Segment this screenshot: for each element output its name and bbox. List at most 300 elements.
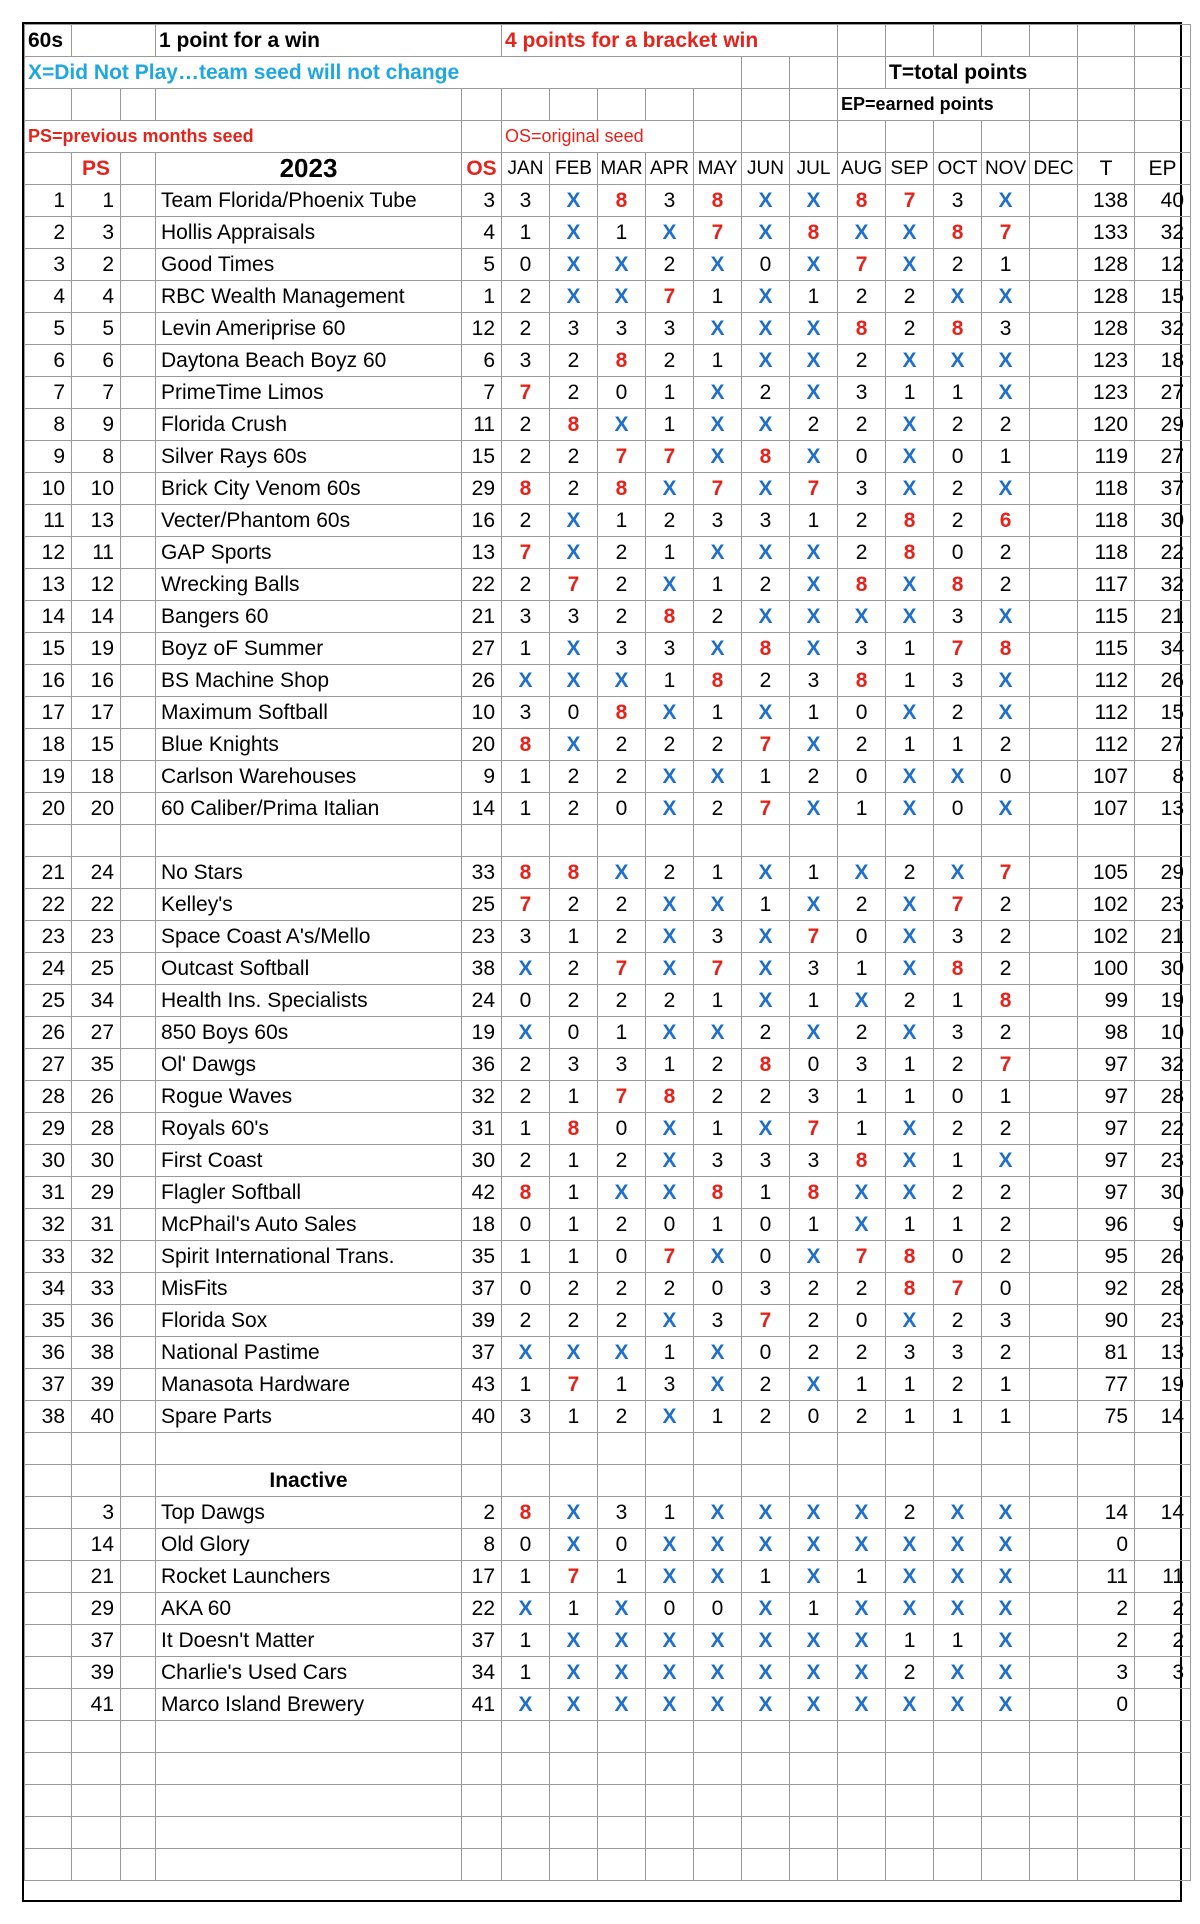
month-score-oct: 8 <box>934 953 982 985</box>
month-score-mar: 1 <box>598 1017 646 1049</box>
blank-cell <box>121 1593 156 1625</box>
blank-cell <box>982 121 1030 153</box>
month-score-dec <box>1030 1337 1078 1369</box>
rank-cell: 29 <box>25 1113 72 1145</box>
month-score-aug: 2 <box>838 729 886 761</box>
earned-points-cell: 21 <box>1135 601 1191 633</box>
original-seed-cell: 36 <box>462 1049 502 1081</box>
blank-cell <box>121 1273 156 1305</box>
blank-cell <box>121 1785 156 1817</box>
earned-points-cell: 18 <box>1135 345 1191 377</box>
month-score-jan: 2 <box>502 505 550 537</box>
blank-cell <box>646 89 694 121</box>
original-seed-cell: 3 <box>462 185 502 217</box>
team-name-cell: Vecter/Phantom 60s <box>156 505 462 537</box>
original-seed-cell: 12 <box>462 313 502 345</box>
total-points-legend: T=total points <box>886 57 1078 89</box>
blank-cell <box>1030 1817 1078 1849</box>
month-score-jan: 3 <box>502 697 550 729</box>
month-score-jul: X <box>790 1625 838 1657</box>
previous-seed-cell: 39 <box>72 1369 121 1401</box>
total-points-cell: 3 <box>1078 1657 1135 1689</box>
month-score-feb: X <box>550 249 598 281</box>
total-points-cell: 128 <box>1078 313 1135 345</box>
month-score-jan: 1 <box>502 793 550 825</box>
month-score-sep: X <box>886 569 934 601</box>
blank-cell <box>72 1849 121 1881</box>
month-score-jul: X <box>790 1497 838 1529</box>
original-seed-cell: 37 <box>462 1625 502 1657</box>
month-score-jan: 0 <box>502 1273 550 1305</box>
month-header-dec: DEC <box>1030 153 1078 185</box>
team-row <box>25 505 1191 537</box>
month-score-sep: X <box>886 1145 934 1177</box>
previous-seed-cell: 12 <box>72 569 121 601</box>
original-seed-cell: 19 <box>462 1017 502 1049</box>
blank-cell <box>982 1817 1030 1849</box>
earned-points-cell: 12 <box>1135 249 1191 281</box>
month-score-feb: 8 <box>550 857 598 889</box>
blank-cell <box>598 1753 646 1785</box>
month-score-mar: X <box>598 1625 646 1657</box>
blank-cell <box>25 1465 72 1497</box>
blank-cell <box>121 281 156 313</box>
original-seed-cell: 11 <box>462 409 502 441</box>
blank-cell <box>598 1817 646 1849</box>
blank-cell <box>1030 121 1078 153</box>
month-score-feb: 2 <box>550 345 598 377</box>
month-score-jul: X <box>790 1241 838 1273</box>
month-score-apr: X <box>646 473 694 505</box>
month-score-aug: 2 <box>838 889 886 921</box>
previous-seed-cell: 27 <box>72 1017 121 1049</box>
month-score-mar: X <box>598 857 646 889</box>
month-score-feb: 1 <box>550 1593 598 1625</box>
month-score-apr: 2 <box>646 345 694 377</box>
month-score-nov: 2 <box>982 1113 1030 1145</box>
month-score-jul: 8 <box>790 217 838 249</box>
month-score-may: X <box>694 1241 742 1273</box>
month-score-nov: 7 <box>982 1049 1030 1081</box>
month-score-jul: 1 <box>790 985 838 1017</box>
month-score-sep: 1 <box>886 1401 934 1433</box>
month-score-aug: 3 <box>838 633 886 665</box>
original-seed-cell: 38 <box>462 953 502 985</box>
month-score-nov: X <box>982 185 1030 217</box>
month-score-aug: 0 <box>838 1305 886 1337</box>
previous-seed-cell: 26 <box>72 1081 121 1113</box>
team-row <box>25 1049 1191 1081</box>
team-name-cell: Daytona Beach Boyz 60 <box>156 345 462 377</box>
previous-seed-cell: 33 <box>72 1273 121 1305</box>
earned-points-cell: 26 <box>1135 1241 1191 1273</box>
team-name-cell: Charlie's Used Cars <box>156 1657 462 1689</box>
blank-cell <box>72 1785 121 1817</box>
month-score-mar: X <box>598 281 646 313</box>
month-score-jul: 8 <box>790 1177 838 1209</box>
blank-cell <box>72 89 121 121</box>
month-score-aug: 2 <box>838 281 886 313</box>
month-score-may: 2 <box>694 601 742 633</box>
month-score-oct: 3 <box>934 185 982 217</box>
team-row <box>25 1145 1191 1177</box>
month-score-dec <box>1030 1273 1078 1305</box>
month-score-oct: 1 <box>934 729 982 761</box>
ps-column-header: PS <box>72 153 121 185</box>
original-seed-cell: 1 <box>462 281 502 313</box>
month-score-nov: X <box>982 601 1030 633</box>
blank-cell <box>550 1465 598 1497</box>
month-score-oct: 0 <box>934 1241 982 1273</box>
month-score-feb: 2 <box>550 1305 598 1337</box>
team-name-cell: Outcast Softball <box>156 953 462 985</box>
blank-cell <box>1135 1817 1191 1849</box>
team-name-cell: Levin Ameriprise 60 <box>156 313 462 345</box>
month-score-jun: 2 <box>742 569 790 601</box>
month-score-oct: 7 <box>934 633 982 665</box>
month-score-apr: 1 <box>646 1049 694 1081</box>
total-points-cell: 11 <box>1078 1561 1135 1593</box>
month-score-jul: 2 <box>790 761 838 793</box>
total-points-cell: 97 <box>1078 1081 1135 1113</box>
month-score-mar: X <box>598 409 646 441</box>
month-score-oct: X <box>934 761 982 793</box>
month-score-jan: 2 <box>502 1049 550 1081</box>
ep-column-header: EP <box>1135 153 1191 185</box>
month-score-feb: 2 <box>550 377 598 409</box>
month-score-apr: 2 <box>646 505 694 537</box>
month-score-feb: X <box>550 1657 598 1689</box>
month-score-may: 3 <box>694 921 742 953</box>
earned-points-cell: 32 <box>1135 313 1191 345</box>
month-score-may: 3 <box>694 505 742 537</box>
month-score-feb: X <box>550 505 598 537</box>
month-score-dec <box>1030 729 1078 761</box>
blank-cell <box>121 1145 156 1177</box>
month-score-may: X <box>694 633 742 665</box>
blank-cell <box>121 1017 156 1049</box>
rank-cell: 5 <box>25 313 72 345</box>
rank-cell: 10 <box>25 473 72 505</box>
month-score-mar: X <box>598 1337 646 1369</box>
month-score-sep: X <box>886 441 934 473</box>
blank-row <box>25 1753 1191 1785</box>
month-score-sep: X <box>886 1017 934 1049</box>
month-score-jan: 3 <box>502 601 550 633</box>
blank-cell <box>121 633 156 665</box>
blank-cell <box>694 1465 742 1497</box>
month-score-oct: 3 <box>934 921 982 953</box>
team-row <box>25 633 1191 665</box>
month-score-feb: 3 <box>550 313 598 345</box>
month-score-jun: X <box>742 185 790 217</box>
month-score-jan: 2 <box>502 441 550 473</box>
blank-cell <box>462 121 502 153</box>
month-score-apr: X <box>646 1625 694 1657</box>
month-score-oct: X <box>934 1657 982 1689</box>
blank-cell <box>694 89 742 121</box>
team-name-cell: PrimeTime Limos <box>156 377 462 409</box>
previous-seed-cell: 36 <box>72 1305 121 1337</box>
month-score-oct: 2 <box>934 1177 982 1209</box>
month-score-aug: X <box>838 985 886 1017</box>
month-score-may: X <box>694 441 742 473</box>
month-score-dec <box>1030 665 1078 697</box>
month-score-oct: 0 <box>934 441 982 473</box>
month-score-nov: 2 <box>982 953 1030 985</box>
total-points-cell: 107 <box>1078 761 1135 793</box>
previous-seed-cell: 14 <box>72 1529 121 1561</box>
blank-cell <box>838 1785 886 1817</box>
month-score-dec <box>1030 953 1078 985</box>
month-score-oct: 3 <box>934 601 982 633</box>
blank-cell <box>121 473 156 505</box>
month-score-oct: 2 <box>934 249 982 281</box>
rank-cell: 21 <box>25 857 72 889</box>
original-seed-cell: 4 <box>462 217 502 249</box>
month-score-oct: 3 <box>934 1017 982 1049</box>
month-score-feb: 2 <box>550 473 598 505</box>
month-score-aug: X <box>838 1529 886 1561</box>
team-name-cell: Spare Parts <box>156 1401 462 1433</box>
team-row <box>25 1401 1191 1433</box>
month-score-mar: 1 <box>598 505 646 537</box>
previous-seed-cell: 30 <box>72 1145 121 1177</box>
month-score-nov: 3 <box>982 313 1030 345</box>
team-row <box>25 857 1191 889</box>
month-score-may: X <box>694 1497 742 1529</box>
blank-cell <box>790 1465 838 1497</box>
blank-cell <box>646 1849 694 1881</box>
blank-cell <box>1135 1433 1191 1465</box>
month-score-aug: 8 <box>838 665 886 697</box>
month-score-mar: 1 <box>598 1369 646 1401</box>
month-score-jul: 1 <box>790 1593 838 1625</box>
team-row <box>25 377 1191 409</box>
month-score-sep: X <box>886 473 934 505</box>
month-score-apr: 2 <box>646 857 694 889</box>
previous-seed-cell: 3 <box>72 217 121 249</box>
blank-cell <box>838 1753 886 1785</box>
blank-cell <box>121 1689 156 1721</box>
blank-cell <box>1030 25 1078 57</box>
t-column-header: T <box>1078 153 1135 185</box>
previous-seed-cell: 35 <box>72 1049 121 1081</box>
month-score-mar: 8 <box>598 185 646 217</box>
month-score-oct: 1 <box>934 1625 982 1657</box>
total-points-cell: 98 <box>1078 1017 1135 1049</box>
month-score-dec <box>1030 1305 1078 1337</box>
month-score-jul: 3 <box>790 953 838 985</box>
month-score-mar: X <box>598 1177 646 1209</box>
earned-points-cell: 9 <box>1135 1209 1191 1241</box>
month-score-may: 0 <box>694 1593 742 1625</box>
blank-row <box>25 1721 1191 1753</box>
rank-cell: 33 <box>25 1241 72 1273</box>
month-score-jun: 1 <box>742 1177 790 1209</box>
total-points-cell: 107 <box>1078 793 1135 825</box>
blank-cell <box>790 825 838 857</box>
month-score-sep: 1 <box>886 633 934 665</box>
month-score-feb: 1 <box>550 921 598 953</box>
rank-cell: 19 <box>25 761 72 793</box>
month-score-jan: 2 <box>502 1145 550 1177</box>
blank-cell <box>886 1721 934 1753</box>
blank-cell <box>121 1849 156 1881</box>
month-score-nov: 1 <box>982 1401 1030 1433</box>
month-score-oct: X <box>934 281 982 313</box>
month-score-nov: 2 <box>982 569 1030 601</box>
month-score-oct: X <box>934 1689 982 1721</box>
blank-cell <box>838 1849 886 1881</box>
previous-seed-cell: 22 <box>72 889 121 921</box>
blank-cell <box>1135 57 1191 89</box>
earned-points-cell: 32 <box>1135 217 1191 249</box>
blank-cell <box>502 1785 550 1817</box>
month-score-aug: 0 <box>838 761 886 793</box>
month-score-apr: 1 <box>646 1337 694 1369</box>
blank-cell <box>72 1753 121 1785</box>
blank-cell <box>1135 825 1191 857</box>
month-score-feb: X <box>550 217 598 249</box>
month-score-jul: 3 <box>790 1145 838 1177</box>
month-score-jun: X <box>742 473 790 505</box>
month-score-apr: 3 <box>646 633 694 665</box>
blank-cell <box>550 1849 598 1881</box>
rank-cell: 13 <box>25 569 72 601</box>
month-score-aug: X <box>838 1689 886 1721</box>
blank-cell <box>1030 1433 1078 1465</box>
blank-cell <box>934 825 982 857</box>
blank-cell <box>1030 89 1078 121</box>
month-score-nov: 3 <box>982 1305 1030 1337</box>
team-row <box>25 1593 1191 1625</box>
total-points-cell: 118 <box>1078 537 1135 569</box>
blank-cell <box>121 441 156 473</box>
month-score-mar: 3 <box>598 633 646 665</box>
blank-cell <box>1078 25 1135 57</box>
total-points-cell: 90 <box>1078 1305 1135 1337</box>
month-score-feb: 1 <box>550 1177 598 1209</box>
previous-seed-cell: 16 <box>72 665 121 697</box>
month-score-may: 1 <box>694 697 742 729</box>
earned-points-cell: 28 <box>1135 1273 1191 1305</box>
previous-seed-cell: 15 <box>72 729 121 761</box>
previous-seed-cell: 1 <box>72 185 121 217</box>
blank-cell <box>982 1849 1030 1881</box>
month-score-apr: X <box>646 1305 694 1337</box>
blank-cell <box>121 1753 156 1785</box>
month-score-oct: 0 <box>934 1081 982 1113</box>
blank-row <box>25 1433 1191 1465</box>
blank-cell <box>121 1433 156 1465</box>
month-score-oct: 2 <box>934 1049 982 1081</box>
blank-cell <box>121 1401 156 1433</box>
month-score-apr: X <box>646 889 694 921</box>
month-score-apr: X <box>646 1561 694 1593</box>
month-score-sep: X <box>886 1561 934 1593</box>
blank-cell <box>598 1465 646 1497</box>
previous-seed-legend: PS=previous months seed <box>25 121 462 153</box>
earned-points-cell: 13 <box>1135 1337 1191 1369</box>
blank-cell <box>72 825 121 857</box>
team-name-cell: No Stars <box>156 857 462 889</box>
blank-cell <box>790 1785 838 1817</box>
month-score-oct: X <box>934 1561 982 1593</box>
team-name-cell: Florida Sox <box>156 1305 462 1337</box>
rank-cell <box>25 1689 72 1721</box>
earned-points-cell: 37 <box>1135 473 1191 505</box>
blank-cell <box>1030 1849 1078 1881</box>
blank-cell <box>1078 1433 1135 1465</box>
month-header-jun: JUN <box>742 153 790 185</box>
month-score-sep: 8 <box>886 537 934 569</box>
rank-cell: 34 <box>25 1273 72 1305</box>
month-score-jun: 1 <box>742 761 790 793</box>
previous-seed-cell: 9 <box>72 409 121 441</box>
month-score-jun: 1 <box>742 889 790 921</box>
month-score-aug: 1 <box>838 1081 886 1113</box>
month-score-feb: X <box>550 281 598 313</box>
month-score-jun: 0 <box>742 1337 790 1369</box>
month-score-oct: 0 <box>934 537 982 569</box>
team-name-cell: Manasota Hardware <box>156 1369 462 1401</box>
month-score-jun: X <box>742 601 790 633</box>
blank-cell <box>982 1465 1030 1497</box>
team-row <box>25 1561 1191 1593</box>
month-score-aug: 1 <box>838 1369 886 1401</box>
total-points-cell: 102 <box>1078 889 1135 921</box>
month-score-aug: 1 <box>838 793 886 825</box>
month-score-feb: X <box>550 633 598 665</box>
month-header-sep: SEP <box>886 153 934 185</box>
total-points-cell: 123 <box>1078 377 1135 409</box>
earned-points-cell: 22 <box>1135 1113 1191 1145</box>
blank-cell <box>1135 25 1191 57</box>
blank-cell <box>886 1433 934 1465</box>
month-score-feb: 2 <box>550 985 598 1017</box>
month-score-mar: 3 <box>598 1049 646 1081</box>
month-score-oct: 2 <box>934 505 982 537</box>
total-points-cell: 112 <box>1078 697 1135 729</box>
previous-seed-cell: 13 <box>72 505 121 537</box>
team-name-cell: Silver Rays 60s <box>156 441 462 473</box>
blank-cell <box>121 1497 156 1529</box>
original-seed-cell: 5 <box>462 249 502 281</box>
month-score-jul: X <box>790 889 838 921</box>
month-score-jun: 3 <box>742 1273 790 1305</box>
blank-cell <box>1030 1721 1078 1753</box>
team-row <box>25 1305 1191 1337</box>
blank-cell <box>121 569 156 601</box>
month-score-jan: 2 <box>502 1081 550 1113</box>
original-seed-cell: 37 <box>462 1273 502 1305</box>
total-points-cell: 123 <box>1078 345 1135 377</box>
month-score-feb: 7 <box>550 1369 598 1401</box>
month-score-apr: X <box>646 1113 694 1145</box>
blank-cell <box>121 185 156 217</box>
team-row <box>25 441 1191 473</box>
month-score-nov: 1 <box>982 1081 1030 1113</box>
month-score-jul: X <box>790 345 838 377</box>
blank-cell <box>1135 1753 1191 1785</box>
blank-cell <box>25 1785 72 1817</box>
blank-cell <box>598 89 646 121</box>
month-score-feb: X <box>550 1625 598 1657</box>
month-score-sep: X <box>886 217 934 249</box>
blank-cell <box>121 153 156 185</box>
blank-cell <box>156 1785 462 1817</box>
